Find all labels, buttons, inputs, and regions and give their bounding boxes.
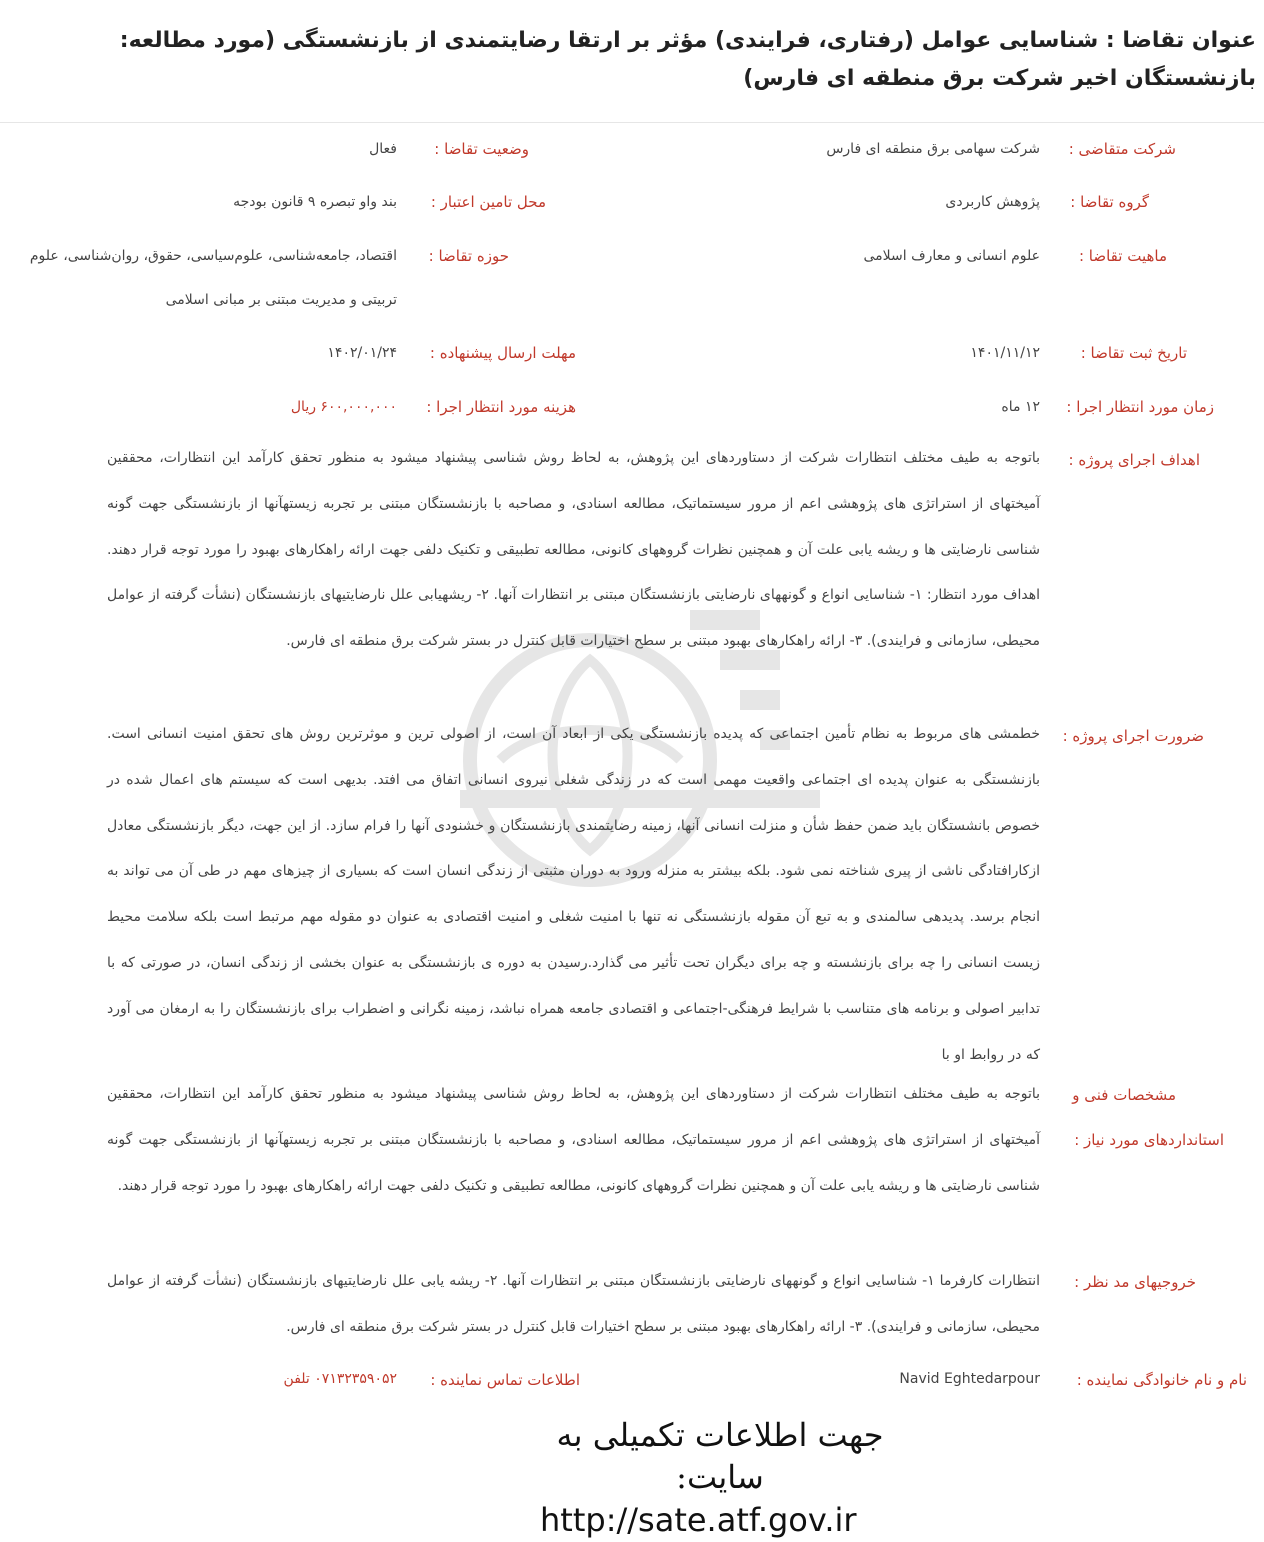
funding-label: محل تامین اعتبار :	[430, 193, 546, 211]
funding-value: بند واو تبصره ۹ قانون بودجه	[233, 194, 397, 210]
group-label: گروه تقاضا :	[1070, 193, 1149, 211]
specs-label-line2: استانداردهای مورد نیاز :	[1074, 1131, 1224, 1149]
nature-label: ماهیت تقاضا :	[1078, 247, 1167, 265]
necessity-text: خطمشی های مربوط به نظام تأمین اجتماعی که پدیده بازنشستگی یکی از ابعاد آن است، از اصولی ترین و موثرترین روش های تحقق امنیت انسانی است. بازنشستگی به عنوان پدیده ای اجتماعی واقعیت مهمی است که در زندگی شغلی نیروی انسانی اتفاق می افتد. بدیهی است که سیستم های اعمال شده در خصوص بانشستگان باید ضمن حفظ شأن و منزلت انسانی آنها، زمینه رضایتمندی بازنشستگان و خشنودی آنها را فرام سازد. از این جهت، دیگر بازنشستگی معادل ازکارافتادگی ناشی از پیری شناخته نمی شود. بلکه بیشتر به منزله ورود به دوران مثبتی از زندگی انسان است که بسیاری از چیزهای مهم در طی آن می تواند به انجام برسد. پدیدهی سالمندی و به تبع آن مقوله بازنشستگی نه تنها با امنیت شغلی و امنیت اقتصادی به عنوان دو مقوله مهم مرتبط است بلکه سلامت محیط زیست انسانی را چه برای بازنشسته و چه برای دیگران تحت تأثیر می گذارد.رسیدن به دوره ی بازنشستگی به عنوان بخشی از زندگی انسان، در صورتی که با تدابیر اصولی و برنامه های متناسب با شرایط فرهنگی-اجتماعی و اقتصادی جامعه همراه نباشد، زمینه نگرانی و اضطراب برای بازنشستگان را به ارمغان می آورد که در روابط او با	[107, 726, 1040, 1063]
goals-text: باتوجه به طیف مختلف انتظارات شرکت از دستاوردهای این پژوهش، به لحاظ روش شناسی پیشنهاد میشود به منظور تحقق کارآمد این انتظارات، محققین آمیختهای از استراتژی های پژوهشی اعم از مرور سیستماتیک، مطالعه اسنادی، و مصاحبه با بازنشستگان مبتنی بر تجربه زیستهآنها از بازنشستگی جهت گونه شناسی نارضایتی ها و ریشه یابی علت آن و همچنین نظرات گروههای کانونی، مطالعه تطبیقی و تکنیک دلفی جهت ارائه راهکارهای بهبود را مورد توجه قرار دهند. اهداف مورد انتظار: ۱- شناسایی انواع و گونههای نارضایتی بازنشستگان مبتنی بر انتظارات آنها. ۲- ریشهیابی علل نارضایتیهای بازنشستگان (نشأت گرفته از عوامل محیطی، سازمانی و فرایندی). ۳- ارائه راهکارهای بهبود مبتنی بر سطح اختیارات قابل کنترل در بستر شرکت برق منطقه ای فارس.	[107, 450, 1040, 650]
outputs-text: انتظارات کارفرما ۱- شناسایی انواع و گونههای نارضایتی بازنشستگان مبتنی بر انتظارات آنها. ۲- ریشه یابی علل نارضایتیهای بازنشستگان (نشأت گرفته از عوامل محیطی، سازمانی و فرایندی). ۳- ارائه راهکارهای بهبود مبتنی بر سطح اختیارات قابل کنترل در بستر شرکت برق منطقه ای فارس.	[107, 1273, 1040, 1335]
cost-label: هزینه مورد انتظار اجرا :	[426, 398, 576, 416]
domain-label: حوزه تقاضا :	[428, 247, 509, 265]
necessity-label: ضرورت اجرای پروژه :	[1062, 727, 1204, 745]
duration-label: زمان مورد انتظار اجرا :	[1066, 398, 1214, 416]
company-label: شرکت متقاضی :	[1068, 140, 1176, 158]
domain-value-line1: اقتصاد، جامعه‌شناسی، علوم‌سیاسی، حقوق، روان‌شناسی، علوم	[29, 248, 397, 264]
representative-name-value: Navid Eghtedarpour	[899, 1371, 1040, 1387]
title-divider	[0, 122, 1264, 123]
duration-value: ۱۲ ماه	[1001, 399, 1040, 415]
cost-value: ۶۰۰,۰۰۰,۰۰۰ ریال	[290, 399, 397, 415]
footer-url[interactable]: http://sate.atf.gov.ir	[540, 1501, 857, 1539]
registration-date-value: ۱۴۰۱/۱۱/۱۲	[970, 345, 1040, 361]
status-label: وضعیت تقاضا :	[434, 140, 529, 158]
representative-contact-value: ۰۷۱۳۲۳۵۹۰۵۲ تلفن	[283, 1371, 397, 1387]
specs-label-line1: مشخصات فنی و	[1072, 1086, 1176, 1104]
footer-line1: جهت اطلاعات تکمیلی به سایت:	[556, 1416, 884, 1496]
page-title: عنوان تقاضا : شناسایی عوامل (رفتاری، فرایندی) مؤثر بر ارتقا رضایتمندی از بازنشستگی (مورد مطالعه: بازنشستگان اخیر شرکت برق منطقه ای فارس)	[119, 28, 1256, 91]
outputs-label: خروجیهای مد نظر :	[1074, 1273, 1196, 1291]
nature-value: علوم انسانی و معارف اسلامی	[863, 248, 1040, 264]
status-value: فعال	[369, 141, 397, 157]
group-value: پژوهش کاربردی	[945, 194, 1040, 210]
goals-label: اهداف اجرای پروژه :	[1068, 451, 1200, 469]
company-value: شرکت سهامی برق منطقه ای فارس	[826, 141, 1040, 157]
deadline-label: مهلت ارسال پیشنهاده :	[429, 344, 576, 362]
domain-value-line2: تربیتی و مدیریت مبتنی بر مبانی اسلامی	[165, 292, 397, 308]
representative-name-label: نام و نام خانوادگی نماینده :	[1076, 1371, 1247, 1389]
registration-date-label: تاریخ ثبت تقاضا :	[1080, 344, 1187, 362]
deadline-value: ۱۴۰۲/۰۱/۲۴	[327, 345, 397, 361]
specs-text: باتوجه به طیف مختلف انتظارات شرکت از دستاوردهای این پژوهش، به لحاظ روش شناسی پیشنهاد میشود به منظور تحقق کارآمد این انتظارات، محققین آمیختهای از استراتژی های پژوهشی اعم از مرور سیستماتیک، مطالعه اسنادی، و مصاحبه با بازنشستگان مبتنی بر تجربه زیستهآنها از بازنشستگی جهت گونه شناسی نارضایتی ها و ریشه یابی علت آن و همچنین نظرات گروههای کانونی، مطالعه تطبیقی و تکنیک دلفی جهت ارائه راهکارهای بهبود را مورد توجه قرار دهند.	[107, 1086, 1040, 1194]
footer-note	[540, 1414, 900, 1542]
representative-contact-label: اطلاعات تماس نماینده :	[430, 1371, 580, 1389]
